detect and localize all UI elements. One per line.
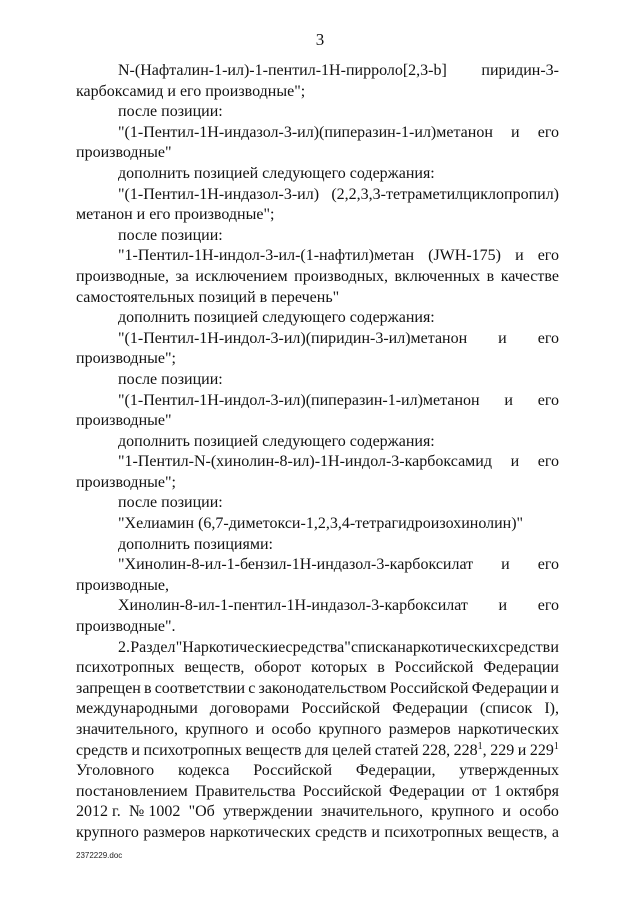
word: "Наркотические [175, 638, 286, 656]
word: пиридин-3- [481, 62, 559, 79]
word: Федерации [392, 700, 468, 718]
word: качестве [500, 267, 559, 285]
word: за [175, 267, 189, 285]
paragraph [76, 432, 559, 453]
text-line: дополнить позицией следующего содержания: [118, 164, 435, 182]
word: соответствии [154, 679, 246, 697]
text-line: метанон и его производные"; [76, 206, 275, 224]
text-line: производные, [76, 576, 169, 594]
word: "1-Пентил-1Н-индол-3-ил-(1-нафтил)метан [118, 247, 415, 265]
word: и [550, 638, 559, 656]
word: "Хинолин-8-ил-1-бензил-1Н-индазол-3-карбоксилат [118, 556, 474, 574]
word: кодекса [177, 762, 230, 780]
paragraph [76, 308, 559, 329]
text-line: дополнить позицией следующего содержания: [118, 432, 435, 450]
text-line [76, 761, 559, 782]
word: "1-Пентил-N-(хинолин-8-ил)-1Н-индол-3-карбоксамид [118, 453, 492, 471]
word: Федерации [471, 679, 548, 697]
word: Правительства [194, 782, 296, 800]
paragraph [76, 596, 559, 637]
text-line [76, 596, 559, 617]
article-refs: $228^1$, [453, 740, 487, 759]
word: в [377, 659, 385, 677]
word: оборот [254, 659, 302, 677]
text-line: дополнить позицией следующего содержания: [118, 309, 435, 327]
word: Российской [302, 782, 382, 800]
word: 229 [490, 741, 515, 759]
word: от [471, 782, 487, 800]
text-line: после позиции: [118, 494, 223, 512]
word: психотропных [76, 659, 175, 677]
word: Уголовного [76, 762, 155, 780]
paragraph [76, 452, 559, 493]
text-line [76, 246, 559, 267]
paragraph [76, 555, 559, 596]
word: производных, [294, 267, 389, 285]
text-line: дополнить позициями: [118, 535, 273, 553]
word: списка [350, 638, 397, 656]
word: крупного [318, 721, 382, 738]
word: включенных [394, 267, 481, 285]
text-line: производные"; [76, 473, 176, 491]
word: наркотических [397, 638, 499, 656]
word: исключением [195, 267, 288, 285]
word: законодательством [258, 679, 387, 697]
text-line [76, 782, 559, 803]
text-line: производные" [76, 412, 172, 430]
text-line: после позиции: [118, 226, 223, 244]
word: психотропных [143, 741, 242, 759]
word: особо [271, 721, 312, 738]
word: 228, [422, 741, 451, 759]
paragraph [76, 535, 559, 556]
word: его [537, 123, 559, 141]
word: Раздел [130, 638, 176, 656]
word: средств [498, 638, 551, 656]
word: а [551, 823, 559, 841]
word: № 1002 [129, 803, 181, 821]
word: Хинолин-8-ил-1-пентил-1Н-индазол-3-карбоксилат [118, 597, 468, 615]
word: и [255, 721, 265, 738]
text-line: самостоятельных позиций в перечень" [76, 288, 340, 306]
text-line [76, 555, 559, 576]
text-line [76, 123, 559, 144]
word: веществ, [184, 659, 245, 677]
word: (2,2,3,3-тетраметилциклопропил) [331, 185, 559, 203]
page-number: 3 [315, 30, 325, 49]
word: целей [332, 741, 372, 759]
word: запрещен [76, 679, 141, 697]
text-line [76, 329, 559, 350]
word: его [537, 453, 559, 471]
paragraph [76, 638, 559, 844]
text-line [76, 823, 559, 844]
article-ref: $229^1$ [529, 740, 559, 759]
word: средств [315, 823, 367, 841]
word: Федерации [483, 659, 559, 677]
word: и [371, 823, 380, 841]
word: договорами [209, 700, 290, 718]
text-line [76, 638, 559, 659]
word: средства" [285, 638, 351, 656]
word: его [537, 391, 559, 409]
word: для [305, 741, 329, 759]
word: с [248, 679, 256, 697]
text-line: карбоксамид и его производные"; [76, 82, 306, 100]
word: статей [374, 741, 419, 759]
text-line [76, 802, 559, 823]
word: 1 октября [493, 782, 559, 800]
text-line [76, 741, 559, 762]
paragraph [76, 246, 559, 308]
paragraph [76, 226, 559, 247]
word: 2012 г. [76, 803, 121, 821]
footer-filename: 2372229.doc [76, 851, 123, 860]
text-line [76, 185, 559, 206]
word: и [515, 247, 524, 265]
word: размеров [388, 721, 451, 738]
text-line [76, 658, 559, 679]
word: в [486, 267, 495, 285]
word: N-(Нафталин-1-ил)-1-пентил-1Н-пирроло[2,3-b] [118, 62, 447, 79]
word: производные, [76, 267, 169, 285]
word: (JWH-175) [428, 247, 501, 265]
text-line [76, 267, 559, 288]
word: утвержденных [459, 762, 559, 780]
word: "(1-Пентил-1Н-индол-3-ил)(пиперазин-1-ил)метанон [118, 391, 480, 409]
word: веществ [245, 741, 302, 759]
word: в [144, 679, 152, 697]
text-line [76, 391, 559, 412]
word: психотропных [384, 823, 483, 841]
text-line [76, 720, 559, 741]
word: международными [76, 700, 198, 718]
word: "(1-Пентил-1Н-индазол-3-ил)(пиперазин-1-ил)метанон [118, 123, 493, 141]
word: утверждении [223, 803, 313, 821]
word: и [498, 329, 507, 347]
word: и [498, 597, 508, 615]
text-line [76, 61, 559, 82]
word: и [502, 803, 511, 821]
word: крупного [76, 823, 139, 841]
word: и [511, 123, 520, 141]
text-line: после позиции: [118, 103, 223, 121]
paragraph [76, 61, 559, 102]
word: его [537, 597, 559, 615]
paragraph [76, 329, 559, 370]
word: наркотических [209, 823, 311, 841]
word: и [504, 391, 513, 409]
word: Российской [389, 679, 469, 697]
text-line: производные"; [76, 350, 176, 368]
word: постановлением [76, 782, 188, 800]
word: крупного [431, 803, 495, 821]
document-body [76, 61, 559, 844]
text-line: производные". [76, 618, 176, 636]
word: и [517, 741, 527, 759]
paragraph [76, 123, 559, 164]
paragraph [76, 185, 559, 226]
word: Федерации, [355, 762, 436, 780]
word: "Об [188, 803, 215, 821]
paragraph [76, 102, 559, 123]
text-line: после позиции: [118, 370, 223, 388]
paragraph [76, 514, 559, 535]
paragraph [76, 370, 559, 391]
word: Российской [301, 700, 381, 718]
word: Федерации [388, 782, 465, 800]
word: значительного, [76, 721, 179, 738]
paragraph [76, 164, 559, 185]
paragraph [76, 493, 559, 514]
word: и [510, 453, 520, 471]
word: особо [519, 803, 559, 821]
word: его [537, 247, 559, 265]
word: крупного [185, 721, 249, 738]
word: и [501, 556, 510, 574]
word: размеров [143, 823, 206, 841]
word: I), [544, 700, 559, 718]
word: (список [479, 700, 533, 718]
word: 2. [118, 638, 130, 656]
word: его [537, 329, 559, 347]
word: "(1-Пентил-1Н-индол-3-ил)(пиридин-3-ил)метанон [118, 329, 468, 347]
paragraph [76, 391, 559, 432]
word: и [131, 741, 140, 759]
word: наркотических [458, 721, 559, 738]
word: средств [76, 741, 128, 759]
text-line [76, 452, 559, 473]
word: значительного, [320, 803, 423, 821]
text-line [76, 699, 559, 720]
word: и [550, 679, 559, 697]
text-line: "Хелиамин (6,7-диметокси-1,2,3,4-тетрагидроизохинолин)" [118, 515, 524, 533]
text-line: производные" [76, 144, 172, 162]
word: веществ, [487, 823, 548, 841]
word: которых [311, 659, 368, 677]
word: его [537, 556, 559, 574]
word: Российской [253, 762, 333, 780]
text-line [76, 679, 559, 700]
word: Российской [394, 659, 474, 677]
word: "(1-Пентил-1Н-индазол-3-ил) [118, 185, 320, 203]
